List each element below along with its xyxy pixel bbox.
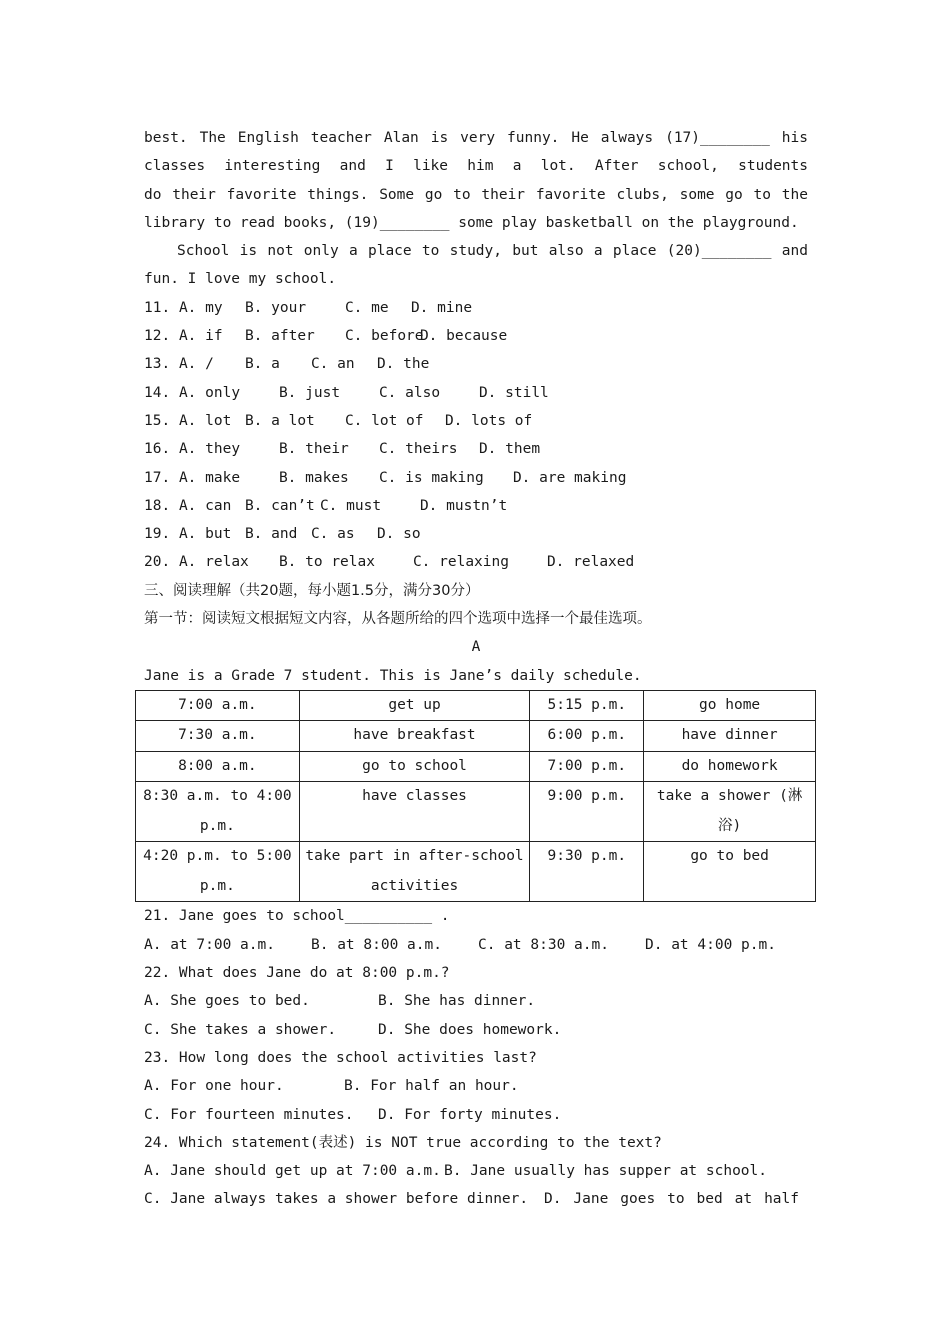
schedule-activity-cell: take a shower (淋浴) [644,782,816,842]
question-options: C. Jane always takes a shower before dinner. D. Jane goes to bed at half [144,1191,799,1208]
schedule-time-cell: 7:00 p.m. [530,751,644,782]
cloze-passage [144,124,808,294]
schedule-activity-cell: have dinner [644,721,816,752]
cloze-options-list [144,294,808,577]
option-row-17: 17. A. make B. makes C. is making D. are making [144,469,627,486]
schedule-activity-cell: do homework [644,751,816,782]
question-options: A. Jane should get up at 7:00 a.m. B. Jane usually has supper at school. [144,1163,768,1180]
question-stem: 24. Which statement(表述) is NOT true according to the text? [144,1134,662,1151]
passage-intro: Jane is a Grade 7 student. This is Jane’s daily schedule. [144,667,642,684]
option-row-18: 18. A. can B. can’t C. must D. mustn’t [144,497,508,514]
passage-line: best. The English teacher Alan is very funny. He always (17)________ his [144,130,808,146]
schedule-time-cell: 8:30 a.m. to 4:00 p.m. [136,782,300,842]
schedule-time-cell: 8:00 a.m. [136,751,300,782]
option-row-15: 15. A. lot B. a lot C. lot of D. lots of [144,412,533,429]
schedule-activity-cell: have classes [299,782,530,842]
schedule-activity-cell: go to school [299,751,530,782]
question-21 [144,902,808,959]
schedule-activity-cell: go home [644,690,816,721]
option-row-12: 12. A. if B. after C. beforeD. because [144,328,508,345]
schedule-table [135,690,816,903]
passage-line: fun. I love my school. [144,271,337,288]
option-row-13: 13. A. / B. a C. an D. the [144,356,430,373]
schedule-time-cell: 7:30 a.m. [136,721,300,752]
option-row-14: 14. A. only B. just C. also D. still [144,384,549,401]
page-content [144,124,808,1214]
schedule-time-cell: 5:15 p.m. [530,690,644,721]
schedule-activity-cell: take part in after-school activities [299,842,530,902]
option-row-11: 11. A. my B. your C. me D. mine [144,299,473,316]
question-options: A. For one hour. B. For half an hour. [144,1078,519,1095]
question-22 [144,959,808,1044]
question-23 [144,1044,808,1129]
schedule-activity-cell: go to bed [644,842,816,902]
option-row-20: 20. A. relax B. to relax C. relaxing D. relaxed [144,554,635,571]
passage-line: School is not only a place to study, but also a place (20)________ and [177,243,808,260]
table-row [136,751,816,782]
question-options: A. at 7:00 a.m. B. at 8:00 a.m. C. at 8:30 a.m. D. at 4:00 p.m. [144,936,776,953]
schedule-activity-cell: get up [299,690,530,721]
schedule-time-cell: 4:20 p.m. to 5:00 p.m. [136,842,300,902]
question-stem: 23. How long does the school activities last? [144,1049,537,1066]
passage-line: classes interesting and I like him a lot. After school, students [144,158,808,175]
section-instruction: 第一节：阅读短文根据短文内容，从各题所给的四个选项中选择一个最佳选项。 [144,611,652,628]
table-row [136,842,816,902]
question-stem: 21. Jane goes to school__________ . [144,908,450,925]
schedule-time-cell: 7:00 a.m. [136,690,300,721]
question-options: C. For fourteen minutes. D. For forty minutes. [144,1106,562,1123]
schedule-activity-cell: have breakfast [299,721,530,752]
question-options: A. She goes to bed. B. She has dinner. [144,993,536,1010]
option-row-16: 16. A. they B. their C. theirs D. them [144,441,541,458]
schedule-time-cell: 9:30 p.m. [530,842,644,902]
section-title: 三、阅读理解（共20题，每小题1.5分，满分30分） [144,582,480,599]
schedule-time-cell: 9:00 p.m. [530,782,644,842]
schedule-time-cell: 6:00 p.m. [530,721,644,752]
table-row [136,690,816,721]
question-stem: 22. What does Jane do at 8:00 p.m.? [144,965,450,982]
passage-line: do their favorite things. Some go to their favorite clubs, some go to the [144,186,808,203]
question-24 [144,1129,808,1214]
option-row-19: 19. A. but B. and C. as D. so [144,526,421,543]
table-row [136,721,816,752]
passage-label: A [471,639,481,656]
question-options: C. She takes a shower. D. She does homework. [144,1021,562,1038]
table-row [136,782,816,842]
passage-line: library to read books, (19)________ some play basketball on the playground. [144,214,799,231]
